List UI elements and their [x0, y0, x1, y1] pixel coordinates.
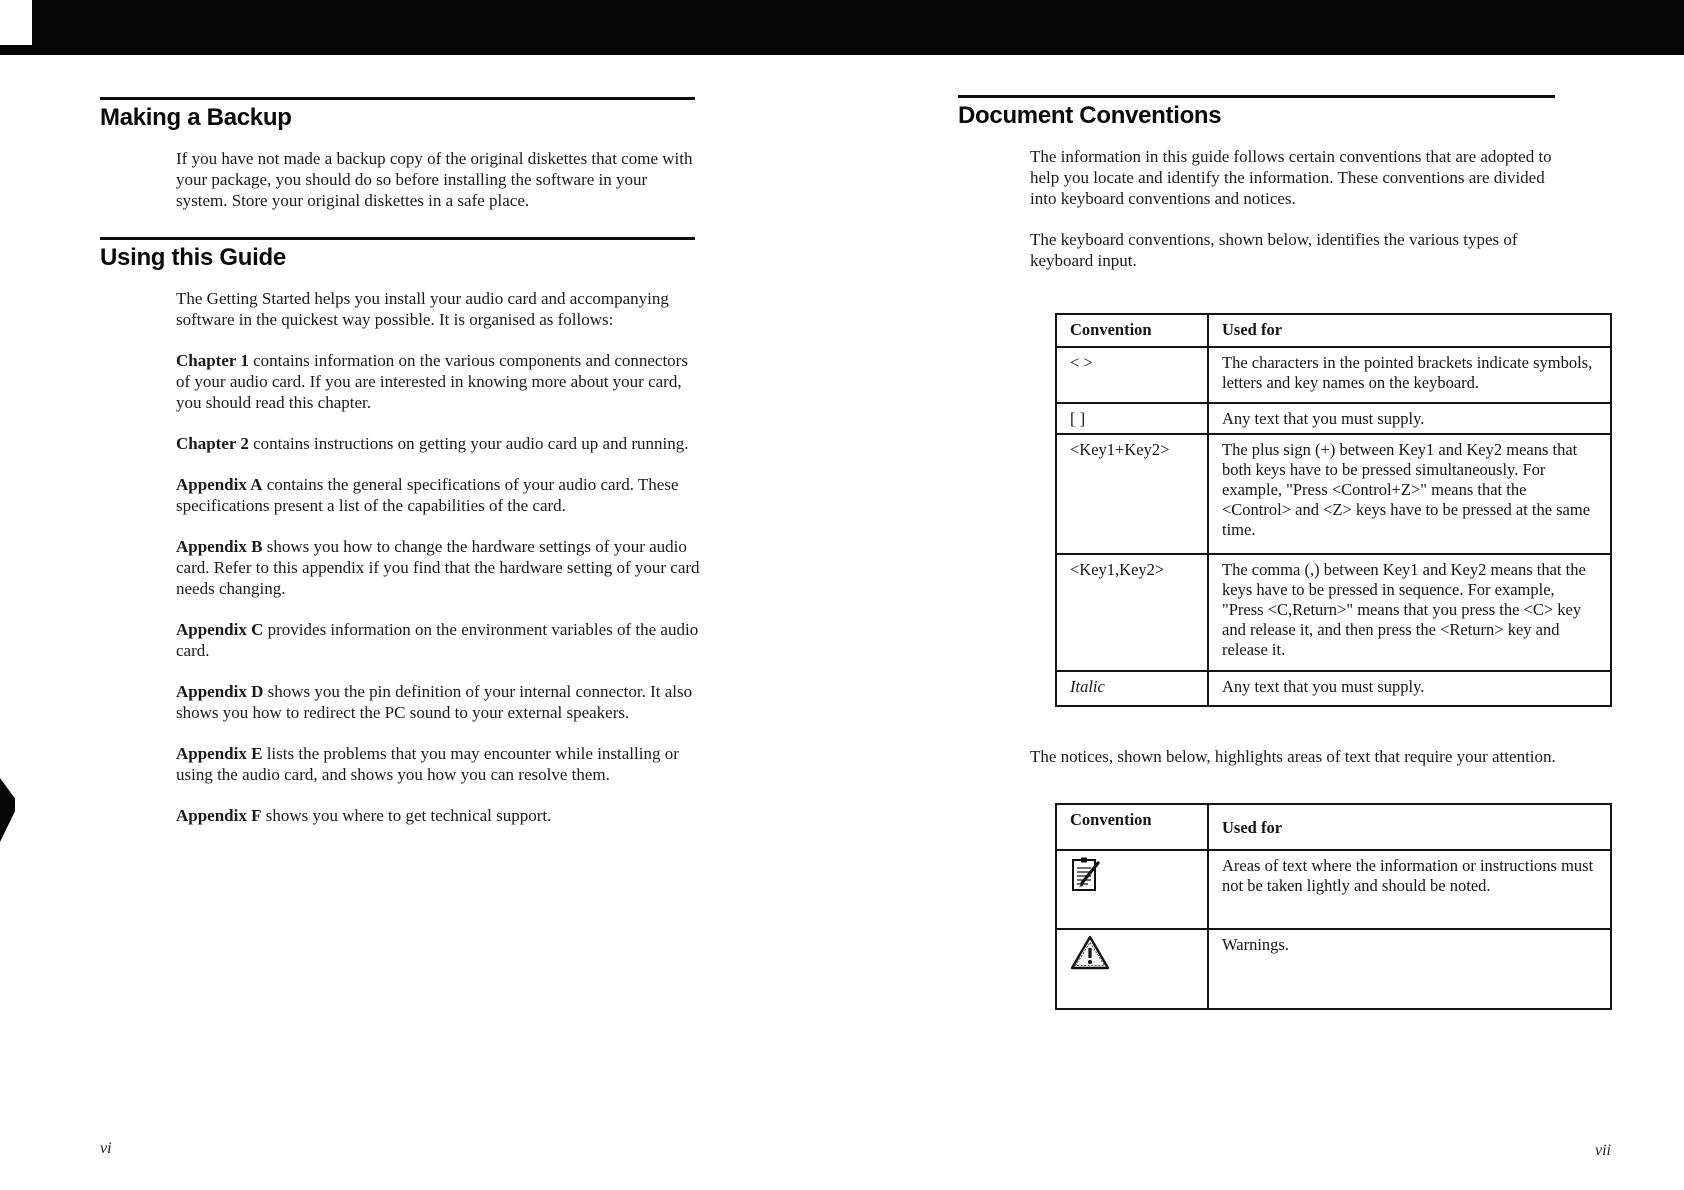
convention-cell	[1056, 850, 1208, 929]
convention-cell: <Key1,Key2>	[1056, 554, 1208, 671]
paragraph: The keyboard conventions, shown below, identifies the various types of keyboard input.	[1030, 230, 1518, 270]
item-label: Appendix B	[176, 537, 263, 556]
scan-artifact-left-edge-wedge	[0, 778, 15, 842]
guide-item-appendix-b	[176, 536, 700, 599]
used-for-cell: Any text that you must supply.	[1208, 671, 1611, 706]
guide-item-appendix-e	[176, 743, 700, 785]
column-header-used-for: Used for	[1208, 804, 1611, 850]
item-label: Chapter 1	[176, 351, 249, 370]
item-text: shows you how to change the hardware settings of your audio card. Refer to this appendix if you find that the hardware setting of your card needs changing.	[176, 537, 700, 598]
convention-cell	[1056, 929, 1208, 1009]
table-row	[1056, 434, 1611, 554]
note-icon	[1070, 856, 1102, 894]
item-text: contains instructions on getting your audio card up and running.	[248, 434, 689, 453]
scan-artifact-top-bar	[0, 0, 1684, 55]
table-row	[1056, 347, 1611, 403]
item-text: shows you where to get technical support.	[261, 806, 552, 825]
paragraph: The Getting Started helps you install your audio card and accompanying software in the quickest way possible. It is organised as follows:	[176, 289, 669, 329]
using-guide-body	[176, 288, 700, 826]
column-header-convention: Convention	[1056, 804, 1208, 850]
item-text: shows you the pin definition of your internal connector. It also shows you how to redirect the PC sound to your external speakers.	[176, 682, 693, 722]
table-header-row	[1056, 804, 1611, 850]
item-label: Appendix C	[176, 620, 264, 639]
paragraph: The notices, shown below, highlights areas of text that require your attention.	[1030, 747, 1556, 766]
paragraph: The information in this guide follows certain conventions that are adopted to help you locate and identify the information. These conventions are divided into keyboard conventions and notices.	[1030, 147, 1552, 208]
used-for-cell: The plus sign (+) between Key1 and Key2 means that both keys have to be pressed simultaneously. For example, "Press <Control+Z>" means that the <Control> and <Z> keys have to be pressed at the same time.	[1208, 434, 1611, 554]
table-header-row	[1056, 314, 1611, 347]
scan-artifact-corner-notch	[0, 0, 32, 45]
guide-item-chapter-2	[176, 433, 700, 454]
table-row	[1056, 850, 1611, 929]
section-rule	[100, 237, 695, 240]
guide-item-appendix-d	[176, 681, 700, 723]
notices-table	[1055, 803, 1612, 1010]
used-for-cell: The comma (,) between Key1 and Key2 means that the keys have to be pressed in sequence. For example, "Press <C,Return>" means that you press the <C> key and release it, and then press the <Return> key and release it.	[1208, 554, 1611, 671]
item-label: Appendix F	[176, 806, 262, 825]
section-rule	[958, 95, 1555, 98]
item-text: contains information on the various components and connectors of your audio card. If you are interested in knowing more about your card, you should read this chapter.	[176, 351, 688, 412]
heading-document-conventions: Document Conventions	[958, 102, 1222, 129]
guide-item-appendix-c	[176, 619, 700, 661]
item-text: contains the general specifications of your audio card. These specifications present a list of the capabilities of the card.	[176, 475, 679, 515]
item-label: Appendix D	[176, 682, 264, 701]
table-row	[1056, 554, 1611, 671]
table-row	[1056, 671, 1611, 706]
item-label: Appendix A	[176, 475, 263, 494]
conventions-intro	[1030, 146, 1565, 271]
used-for-cell: Areas of text where the information or instructions must not be taken lightly and should be noted.	[1208, 850, 1611, 929]
used-for-cell: The characters in the pointed brackets indicate symbols, letters and key names on the keyboard.	[1208, 347, 1611, 403]
column-header-used-for: Used for	[1208, 314, 1611, 347]
column-header-convention: Convention	[1056, 314, 1208, 347]
paragraph: If you have not made a backup copy of the original diskettes that come with your package, you should do so before installing the software in your system. Store your original diskettes in a safe place.	[176, 149, 693, 210]
heading-using-this-guide: Using this Guide	[100, 244, 286, 271]
page-number-left: vi	[100, 1140, 112, 1157]
table-row	[1056, 929, 1611, 1009]
guide-item-appendix-f	[176, 805, 700, 826]
item-text: provides information on the environment variables of the audio card.	[176, 620, 699, 660]
convention-cell: Italic	[1056, 671, 1208, 706]
used-for-cell: Any text that you must supply.	[1208, 403, 1611, 434]
item-label: Appendix E	[176, 744, 263, 763]
notices-intro	[1030, 746, 1565, 767]
guide-item-appendix-a	[176, 474, 700, 516]
warning-icon	[1070, 935, 1110, 971]
keyboard-conventions-table	[1055, 313, 1612, 707]
used-for-cell: Warnings.	[1208, 929, 1611, 1009]
convention-cell: <Key1+Key2>	[1056, 434, 1208, 554]
convention-cell: [ ]	[1056, 403, 1208, 434]
item-label: Chapter 2	[176, 434, 249, 453]
section-rule	[100, 97, 695, 100]
heading-making-a-backup: Making a Backup	[100, 104, 292, 131]
convention-cell: < >	[1056, 347, 1208, 403]
page-number-right: vii	[1595, 1142, 1611, 1159]
guide-item-chapter-1	[176, 350, 700, 413]
item-text: lists the problems that you may encounter while installing or using the audio card, and shows you how you can resolve them.	[176, 744, 679, 784]
making-backup-body	[176, 148, 700, 211]
table-row	[1056, 403, 1611, 434]
